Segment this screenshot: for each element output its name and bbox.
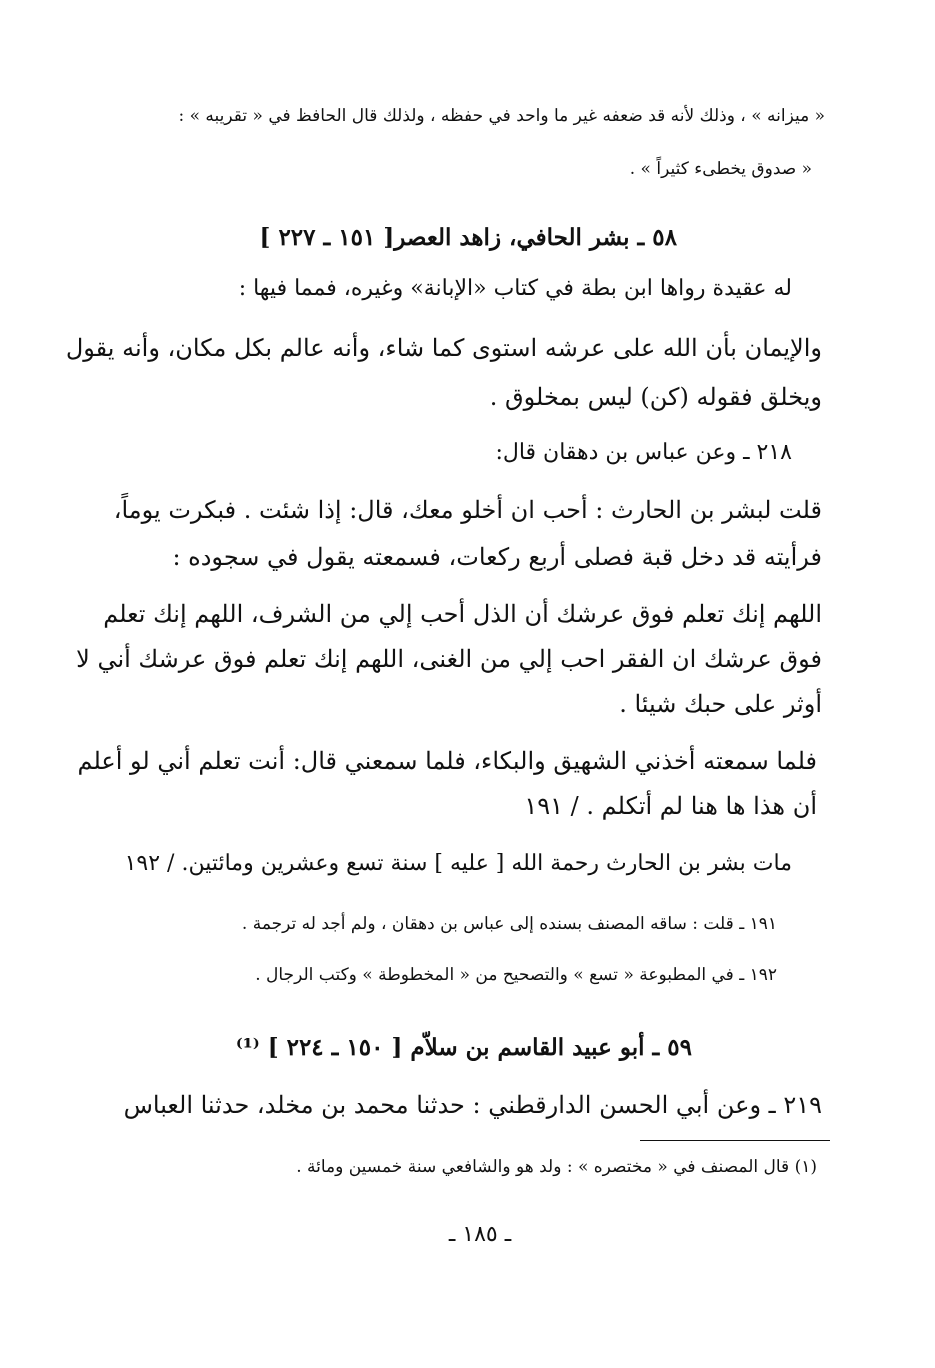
text-line: فوق عرشك ان الفقر احب إلي من الغنى، اللهم إنك تعلم فوق عرشك أني لا [76, 645, 822, 673]
narration-number-218: ٢١٨ ـ وعن عباس بن دهقان قال: [495, 440, 792, 465]
section-heading-58: ٥٨ ـ بشر الحافي، زاهد العصر[ ١٥١ ـ ٢٢٧ ] [259, 224, 677, 251]
text-line: قلت لبشر بن الحارث : أحب ان أخلو معك، قال: إذا شئت . فبكرت يوماً، [113, 496, 822, 524]
text-line: مات بشر بن الحارث رحمة الله [ عليه ] سنة تسع وعشرين ومائتين. / ١٩٢ [124, 851, 792, 876]
narration-number-219: ٢١٩ ـ وعن أبي الحسن الدارقطني : حدثنا محمد بن مخلد، حدثنا العباس [123, 1091, 822, 1119]
text-line: له عقيدة رواها ابن بطة في كتاب «الإبانة» وغيره، فمما فيها : [238, 276, 792, 301]
section-heading-59: ٥٩ ـ أبو عبيد القاسم بن سلاّم [ ١٥٠ ـ ٢٢٤ ] ⁽¹⁾ [235, 1034, 692, 1061]
text-line: اللهم إنك تعلم فوق عرشك أن الذل أحب إلي من الشرف، اللهم إنك تعلم [103, 600, 822, 628]
text-line: والإيمان بأن الله على عرشه استوى كما شاء، وأنه عالم بكل مكان، وأنه يقول [65, 334, 822, 362]
text-line: فلما سمعته أخذني الشهيق والبكاء، فلما سمعني قال: أنت تعلم أني لو أعلم [77, 747, 817, 775]
footnote-1: (١) قال المصنف في « مختصره » : ولد هو والشافعي سنة خمسين ومائة . [296, 1157, 817, 1177]
endnote-192: ١٩٢ ـ في المطبوعة « تسع » والتصحيح من « المخطوطة » وكتب الرجال . [255, 965, 777, 985]
text-line: فرأيته قد دخل قبة فصلى أربع ركعات، فسمعته يقول في سجوده : [172, 543, 822, 571]
text-line: ويخلق فقوله (كن) ليس بمخلوق . [489, 383, 822, 411]
text-line: « صدوق يخطىء كثيراً » . [629, 159, 812, 179]
page-number: ـ ١٨٥ ـ [448, 1222, 512, 1247]
text-line: أن هذا ها هنا لم أتكلم . / ١٩١ [524, 792, 817, 820]
text-line: أوثر على حبك شيئا . [619, 690, 822, 718]
footnote-divider [640, 1140, 830, 1141]
endnote-191: ١٩١ ـ قلت : ساقه المصنف بسنده إلى عباس بن دهقان ، ولم أجد له ترجمة . [241, 914, 777, 934]
text-line: « ميزانه » ، وذلك لأنه قد ضعفه غير ما واحد في حفظه ، ولذلك قال الحافظ في « تقريبه » : [178, 106, 825, 126]
